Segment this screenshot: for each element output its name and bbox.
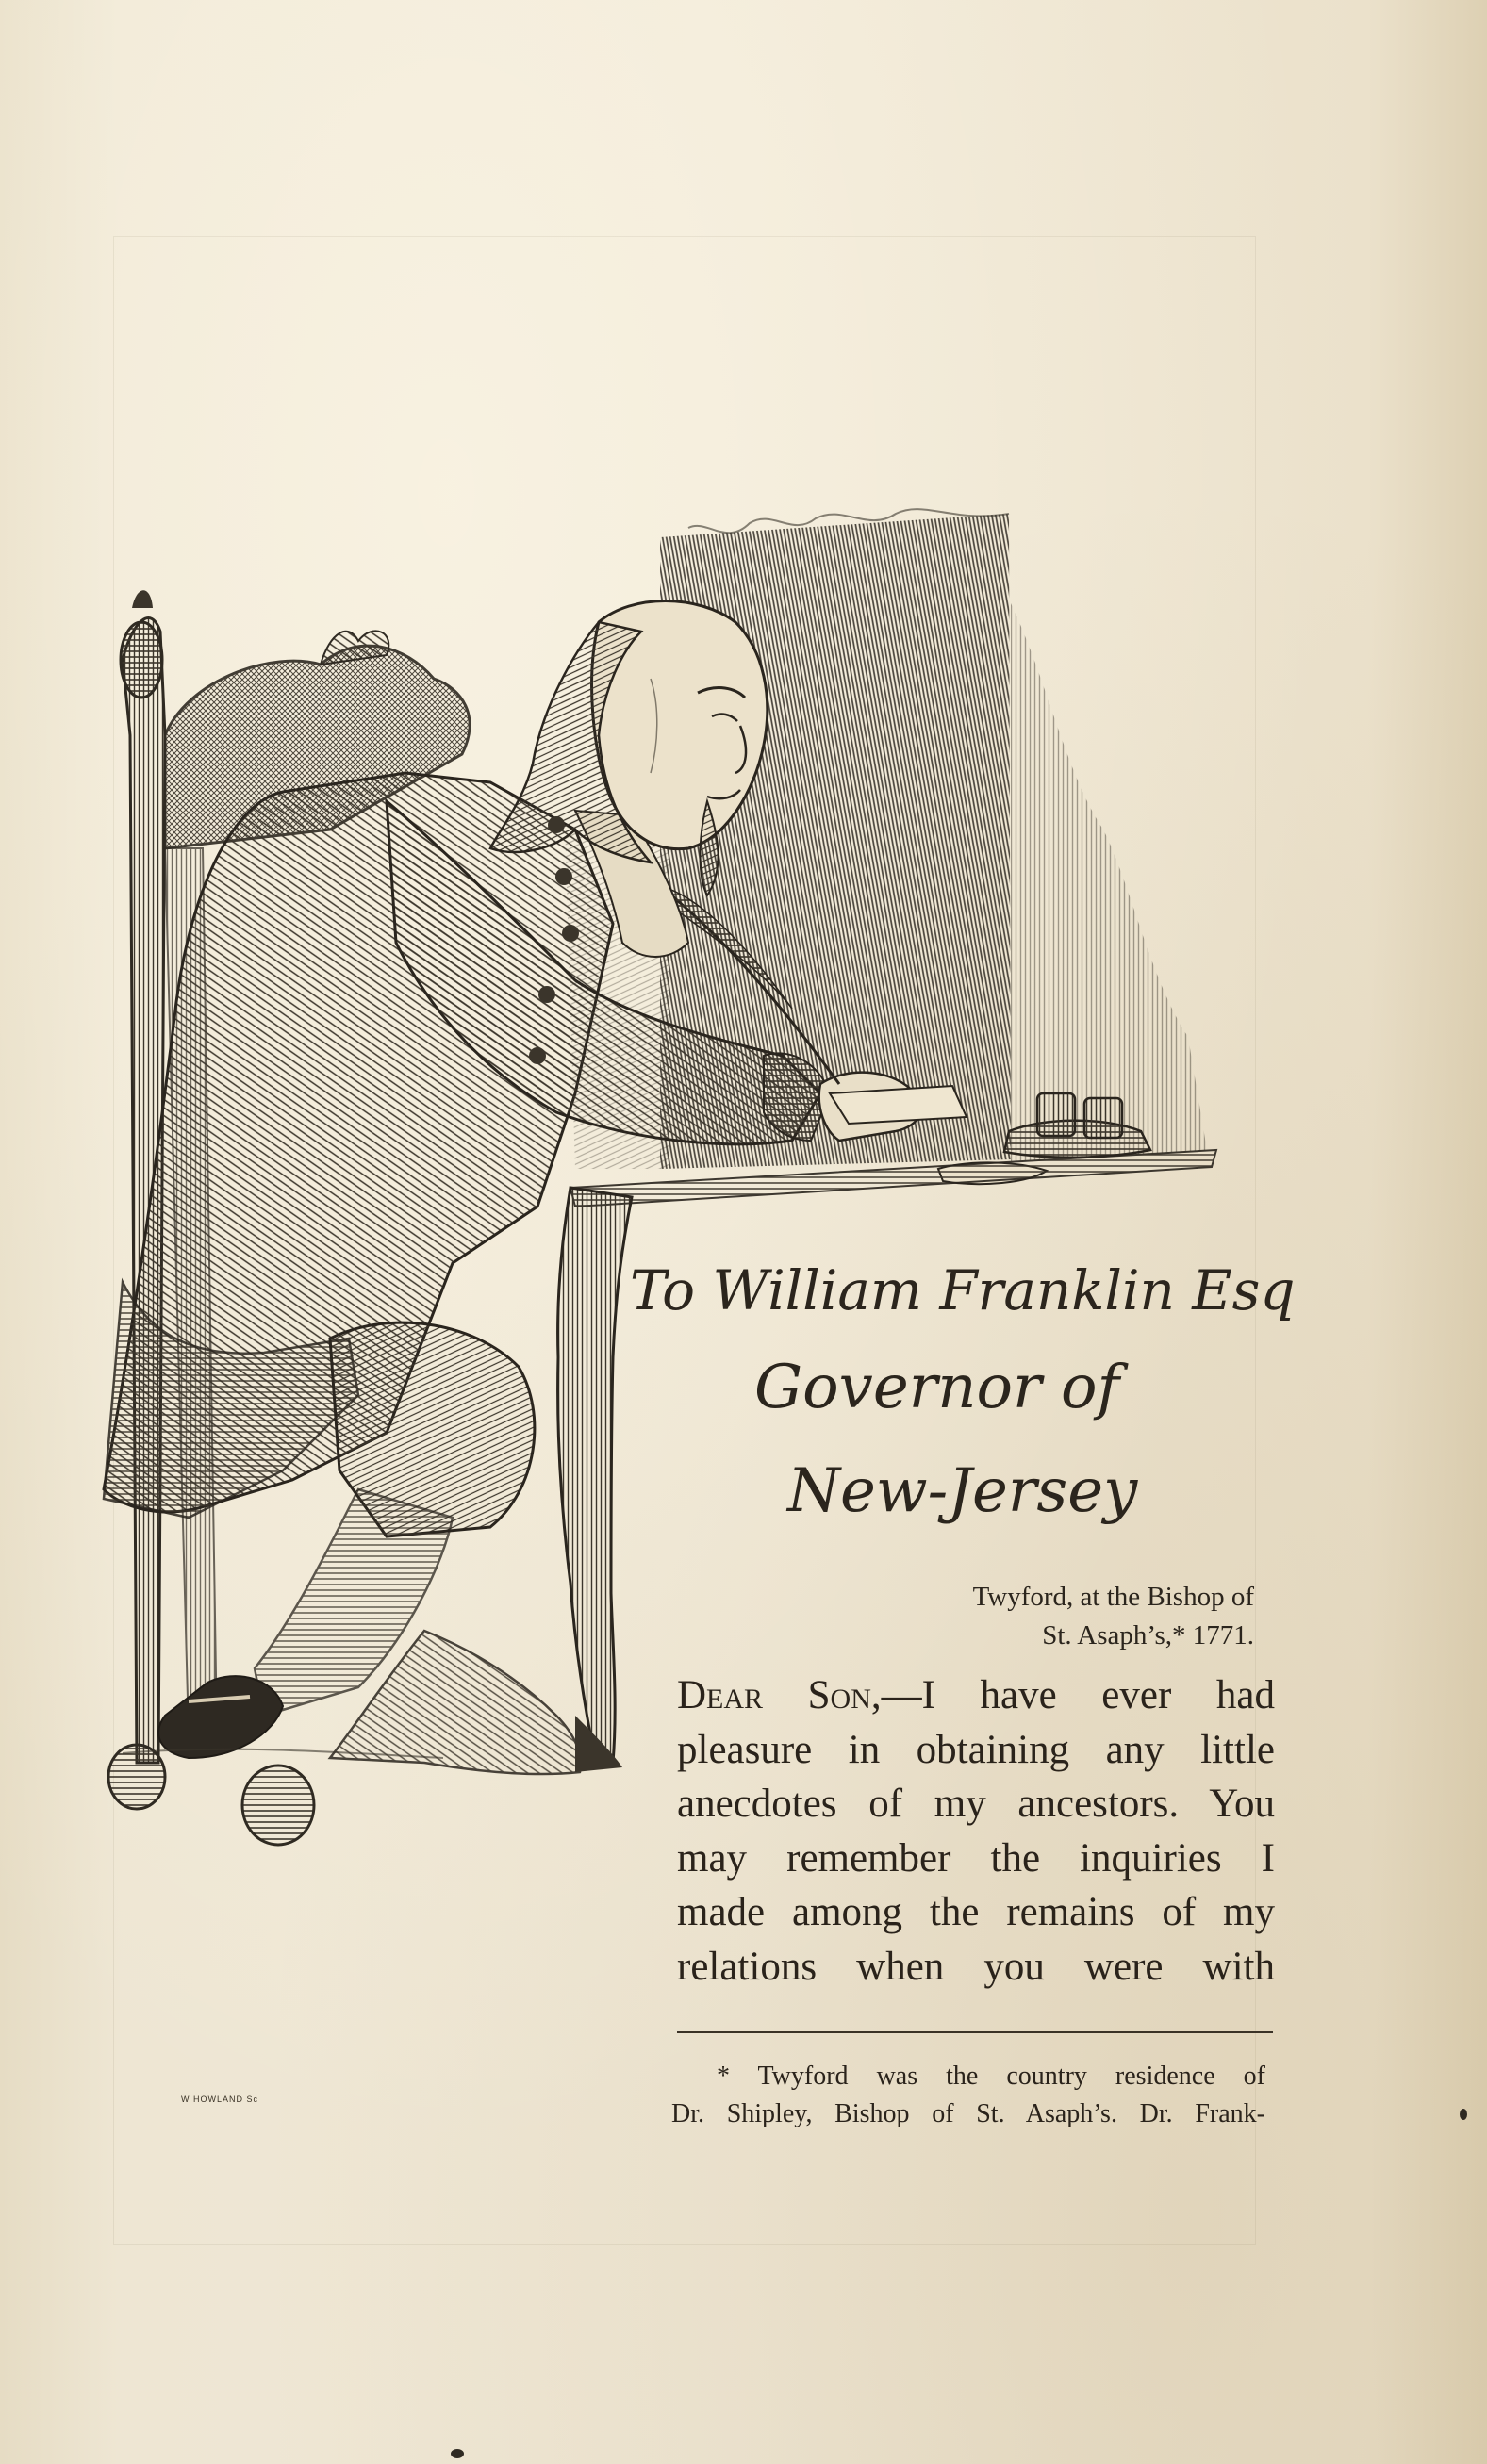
footnote-line: * Twyford was the country residence of	[717, 2062, 1265, 2091]
address-line-2: Governor of	[754, 1353, 1120, 1422]
dateline-line-2: St. Asaph’s,* 1771.	[1042, 1620, 1254, 1651]
letter-body	[677, 1668, 1275, 1995]
ink-speck	[451, 2449, 464, 2458]
dateline-line-1: Twyford, at the Bishop of	[972, 1582, 1254, 1612]
footnote-rule	[677, 2031, 1273, 2033]
engraver-credit: W HOWLAND Sc	[181, 2094, 259, 2104]
address-line-3: New-Jersey	[787, 1456, 1138, 1526]
letter-line: anecdotes of my ancestors. You	[677, 1782, 1275, 1827]
letter-line-text: —I have ever had	[881, 1673, 1275, 1717]
letter-line: pleasure in obtaining any little	[677, 1727, 1275, 1772]
letter-line: may remember the inquiries I	[677, 1835, 1275, 1881]
letter-line: made among the remains of my	[677, 1890, 1275, 1935]
footnote	[671, 2058, 1265, 2133]
letter-line: relations when you were with	[677, 1944, 1275, 1989]
salutation: Dear Son,	[677, 1673, 882, 1717]
address-line-1: To William Franklin Esq	[630, 1258, 1296, 1322]
letter-line	[677, 1668, 1275, 1723]
letter-paper	[830, 1086, 967, 1124]
footnote-line: Dr. Shipley, Bishop of St. Asaph’s. Dr. Frank-	[671, 2099, 1265, 2128]
ink-speck	[1460, 2109, 1467, 2120]
